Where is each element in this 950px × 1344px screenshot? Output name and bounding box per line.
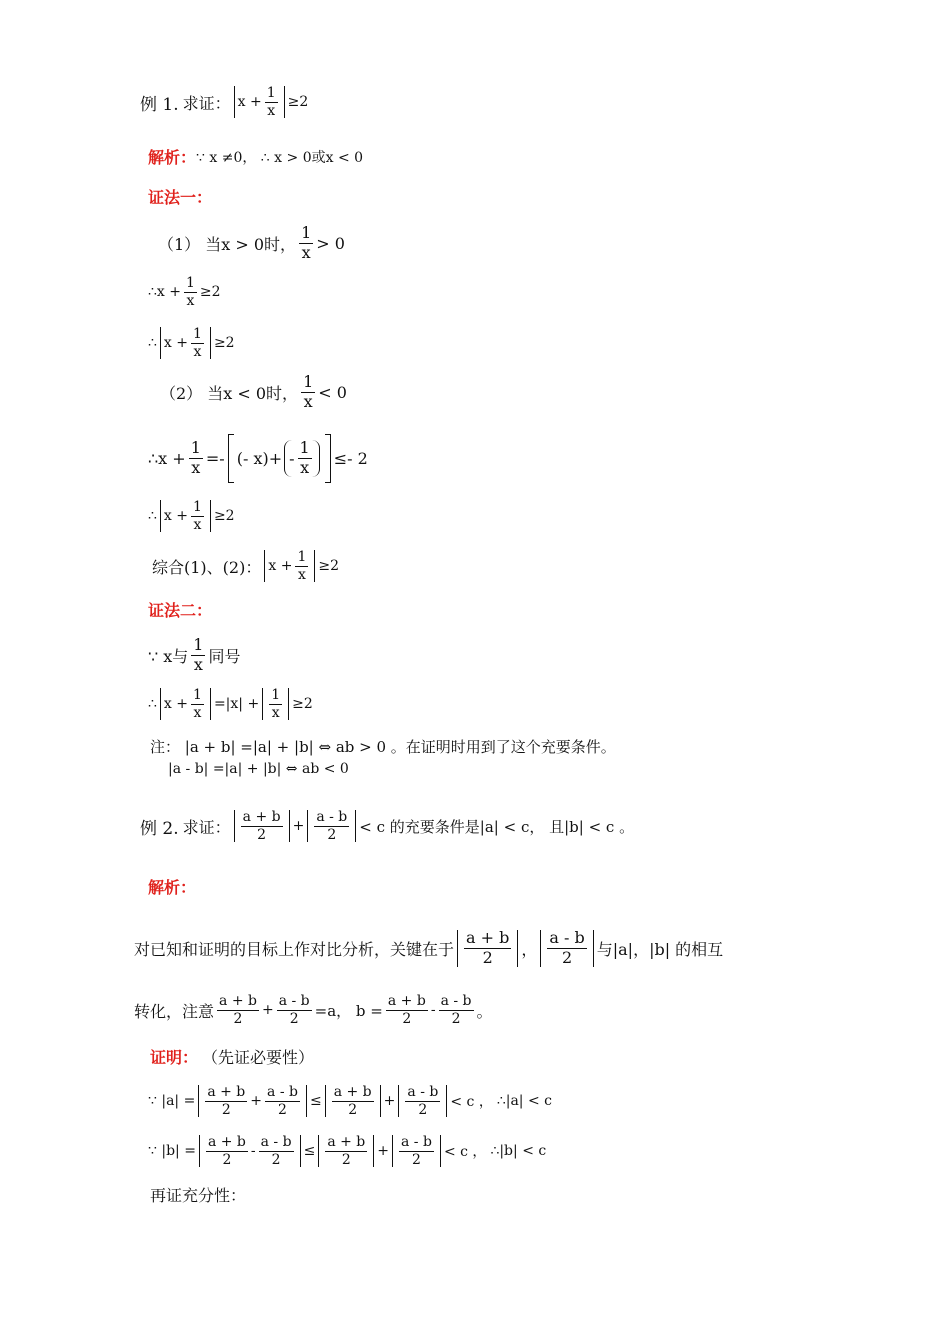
frac-1-over-x: $\frac{1}{x}$ bbox=[301, 223, 312, 262]
analysis-title: 解析： bbox=[148, 878, 197, 897]
abs-frac bbox=[325, 1085, 381, 1117]
abs-expr: x + $\frac{1}{x}$ bbox=[160, 327, 211, 359]
frac-1-over-x: $\frac{1}{x}$ bbox=[299, 438, 310, 477]
frac-apb: $\frac{a + b}{2}$ bbox=[207, 1134, 246, 1168]
method2-title: 证法二： bbox=[148, 601, 213, 620]
step1b-row: ∴ x + $\frac{1}{x}$ ≥2 bbox=[148, 326, 235, 360]
step2b-row: ∴ x + $\frac{1}{x}$ ≥2 bbox=[148, 499, 235, 533]
abs-expr: x + $\frac{1}{x}$ bbox=[160, 500, 211, 532]
ex2-para2: 转化，注意 $\frac{a + b}{2}$ + $\frac{a - b}{2}$ =a， b = $\frac{a + b}{2}$ - $\frac{a - b}{2}$ 。 bbox=[134, 993, 493, 1027]
ex2-para1: 对已知和证明的目标上作对比分析，关键在于 $\frac{a + b}{2}$ ， $\frac{a - b}{2}$ 与|a|，|b| 的相互 bbox=[134, 928, 724, 967]
note2: |a - b| =|a| + |b| ⇔ ab < 0 bbox=[168, 761, 349, 777]
frac-apb: $\frac{a + b}{2}$ bbox=[387, 993, 426, 1027]
proof-a-row: ∵ |a| = $\frac{a + b}{2}$ + $\frac{a - b}{2}$ ≤ $\frac{a + b}{2}$ + $\frac{a - b}{2}$ < c ， ∴|a| < c bbox=[148, 1084, 552, 1118]
frac-amb: $\frac{a - b}{2}$ bbox=[316, 809, 348, 843]
abs-sum: $\frac{a + b}{2}$ + $\frac{a - b}{2}$ bbox=[198, 1085, 307, 1117]
bracket-expr: (- x) + - $\frac{1}{x}$ bbox=[228, 434, 331, 483]
abs-frac bbox=[457, 930, 518, 967]
frac-amb: $\frac{a - b}{2}$ bbox=[260, 1134, 292, 1168]
abs-frac bbox=[307, 810, 356, 842]
frac-amb: $\frac{a - b}{2}$ bbox=[278, 993, 310, 1027]
frac-amb: $\frac{a - b}{2}$ bbox=[407, 1084, 439, 1118]
frac-1-over-x: $\frac{1}{x}$ bbox=[193, 326, 202, 360]
frac-1-over-x: $\frac{1}{x}$ bbox=[271, 687, 281, 721]
frac-1-over-x: $\frac{1}{x}$ bbox=[193, 499, 202, 533]
frac-amb: $\frac{a - b}{2}$ bbox=[549, 928, 585, 967]
method1-title: 证法一： bbox=[148, 188, 213, 207]
frac-apb: $\frac{a + b}{2}$ bbox=[207, 1084, 246, 1118]
ge2: ≥2 bbox=[287, 94, 309, 111]
analysis-text: ∵ x ≠0， ∴ x > 0或x < 0 bbox=[196, 149, 364, 166]
ex2-analysis-row bbox=[148, 875, 196, 898]
frac-apb: $\frac{a + b}{2}$ bbox=[219, 993, 257, 1027]
step1a-row: ∴x + $\frac{1}{x}$ ≥2 bbox=[148, 275, 221, 309]
frac-1-over-x: $\frac{1}{x}$ bbox=[266, 85, 276, 119]
case1-row: （1） 当x > 0时， $\frac{1}{x}$ > 0 bbox=[158, 223, 345, 262]
step2a-row: ∴x + $\frac{1}{x}$ =- (- x) + - $\frac{1}{x}$ ≤- 2 bbox=[148, 434, 368, 483]
frac-1-over-x: $\frac{1}{x}$ bbox=[297, 549, 307, 583]
proof-b-row: ∵ |b| = $\frac{a + b}{2}$ - $\frac{a - b}{2}$ ≤ $\frac{a + b}{2}$ + $\frac{a - b}{2}$ < c ， ∴|b| < c bbox=[148, 1134, 547, 1168]
method1-title-row bbox=[148, 185, 212, 208]
abs-expr: x + $\frac{1}{x}$ bbox=[160, 688, 211, 720]
proof-title: 证明： bbox=[150, 1048, 199, 1067]
frac-apb: $\frac{a + b}{2}$ bbox=[242, 809, 281, 843]
frac-amb: $\frac{a - b}{2}$ bbox=[401, 1134, 432, 1168]
frac-1-over-x: $\frac{1}{x}$ bbox=[193, 687, 202, 721]
frac-amb: $\frac{a - b}{2}$ bbox=[267, 1084, 298, 1118]
case2-row: （2） 当x < 0时， $\frac{1}{x}$ < 0 bbox=[160, 372, 347, 411]
abs-frac bbox=[398, 1085, 447, 1117]
abs-expr: x + $\frac{1}{x}$ bbox=[234, 86, 285, 118]
paren-expr: - $\frac{1}{x}$ bbox=[284, 440, 320, 477]
frac-1-over-x: $\frac{1}{x}$ bbox=[193, 635, 204, 674]
abs-frac bbox=[392, 1135, 441, 1167]
m2-line1: ∵ x与 $\frac{1}{x}$ 同号 bbox=[148, 635, 241, 674]
frac-amb: $\frac{a - b}{2}$ bbox=[440, 993, 472, 1027]
m2-line2: ∴ x + $\frac{1}{x}$ =|x| + $\frac{1}{x}$ ≥2 bbox=[148, 687, 313, 721]
abs-diff: $\frac{a + b}{2}$ - $\frac{a - b}{2}$ bbox=[199, 1135, 301, 1167]
ex1-label: 例 1. bbox=[140, 94, 179, 115]
ex1-heading bbox=[140, 86, 308, 118]
ex2-heading: 例 2. 求证： $\frac{a + b}{2}$ + $\frac{a - b}{2}$ < c 的充要条件是|a| < c， 且|b| < c 。 bbox=[140, 809, 635, 843]
sufficiency-row: 再证充分性： bbox=[150, 1186, 247, 1205]
abs-frac bbox=[318, 1135, 374, 1167]
analysis-title: 解析： bbox=[148, 148, 197, 167]
ex1-prove: 求证： bbox=[182, 93, 231, 113]
combine-row: 综合(1)、(2)： x + $\frac{1}{x}$ ≥2 bbox=[152, 549, 339, 583]
abs-frac bbox=[540, 930, 593, 967]
frac-1-over-x: $\frac{1}{x}$ bbox=[185, 275, 195, 309]
frac-1-over-x: $\frac{1}{x}$ bbox=[303, 372, 314, 411]
note1: 注： |a + b| =|a| + |b| ⇔ ab > 0 。在证明时用到了这个充要条件。 bbox=[150, 738, 616, 756]
frac-apb: $\frac{a + b}{2}$ bbox=[466, 928, 510, 967]
abs-frac bbox=[234, 810, 290, 842]
frac-1-over-x: $\frac{1}{x}$ bbox=[190, 438, 201, 477]
ex2-proof-row: 证明： （先证必要性） bbox=[150, 1045, 314, 1068]
frac-apb: $\frac{a + b}{2}$ bbox=[327, 1134, 366, 1168]
method2-title-row bbox=[148, 598, 212, 621]
abs-expr: x + $\frac{1}{x}$ bbox=[264, 550, 315, 582]
frac-apb: $\frac{a + b}{2}$ bbox=[333, 1084, 372, 1118]
ex1-analysis bbox=[148, 145, 363, 168]
abs-frac bbox=[262, 688, 289, 720]
